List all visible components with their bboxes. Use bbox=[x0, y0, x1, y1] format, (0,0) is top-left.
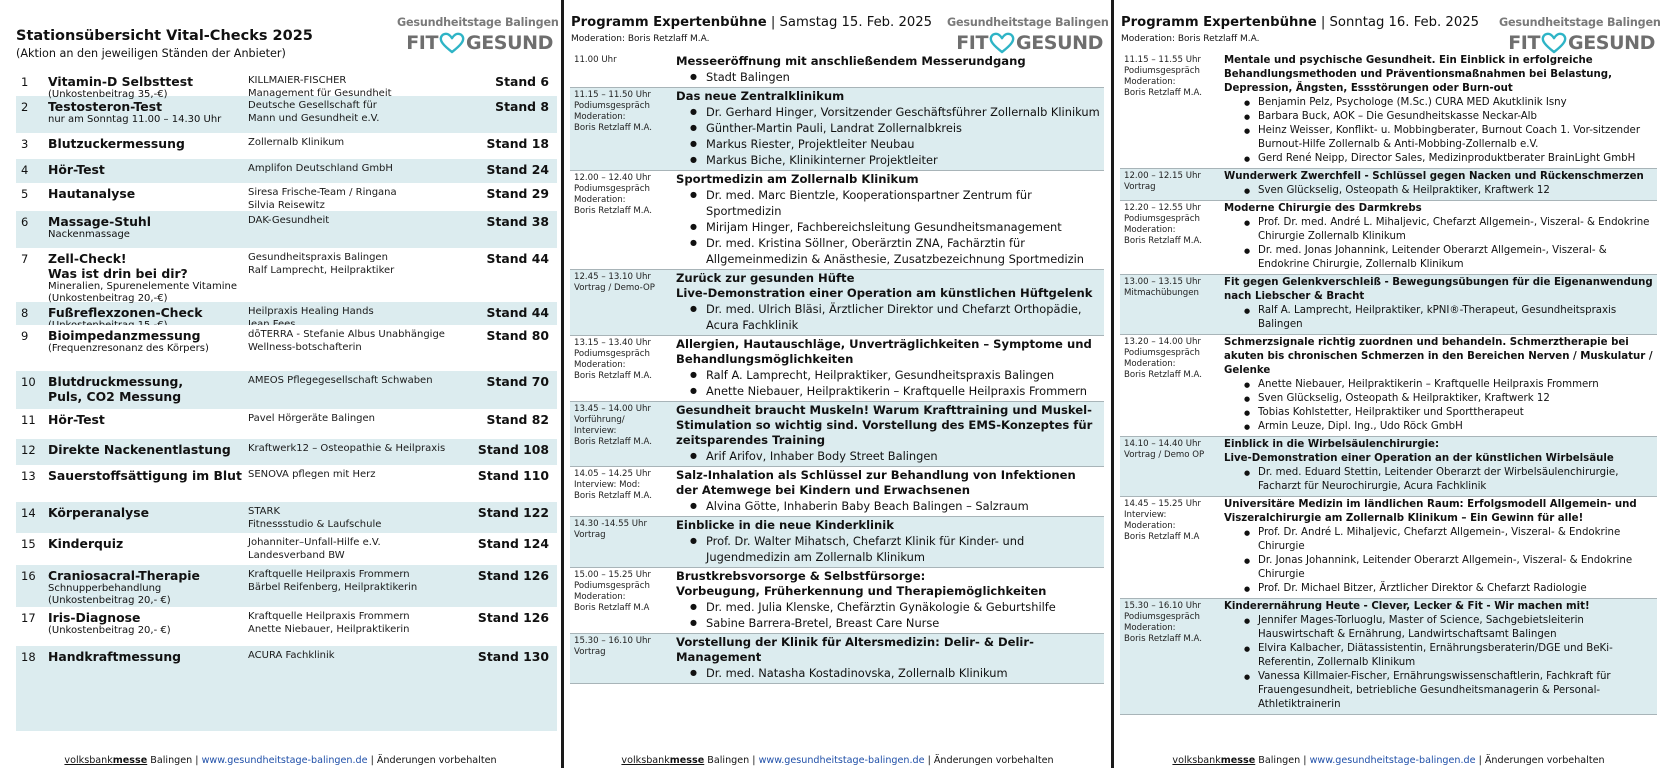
station-check-name: Blutzuckermessung bbox=[48, 136, 185, 151]
station-note: Nackenmassage bbox=[48, 229, 130, 240]
speaker-item: ● Dr. Jonas Johannink, Leitender Oberarzt Allgemein-, Viszeral- & Endokrine Chirurgie bbox=[1258, 554, 1653, 582]
program-row bbox=[570, 88, 1104, 171]
station-check-name: Vitamin-D Selbsttest bbox=[48, 74, 193, 89]
speaker-item: ● Mirijam Hinger, Fachbereichsleitung Gesundheitsmanagement bbox=[706, 219, 1100, 235]
session-title: Schmerzsignale richtig zuordnen und behandeln. Schmerztherapie bei akuten bis chronischen Schmerzen in den Bereichen Nerven / Muskulatur / Gelenke bbox=[1224, 337, 1653, 376]
logo-word-gesund: GESUND bbox=[1016, 32, 1103, 54]
station-stand: Stand 29 bbox=[486, 186, 549, 201]
station-number: 14 bbox=[21, 506, 36, 520]
station-check-name: Bioimpedanzmessung bbox=[48, 328, 201, 343]
page-title: Stationsübersicht Vital-Checks 2025 bbox=[16, 28, 313, 44]
session-title: Moderne Chirurgie des Darmkrebs bbox=[1224, 203, 1422, 214]
program-row bbox=[570, 336, 1104, 402]
speaker-list bbox=[676, 301, 1100, 333]
station-number: 15 bbox=[21, 537, 36, 551]
session-title: Wunderwerk Zwerchfell - Schlüssel gegen Nacken und Rückenschmerzen bbox=[1224, 171, 1644, 182]
station-check-name: Körperanalyse bbox=[48, 505, 150, 520]
station-stand: Stand 122 bbox=[477, 505, 549, 520]
session-title: Salz-Inhalation als Schlüssel zur Behandlung von Infektionen der Atemwege bei Kindern und Erwachsenen bbox=[676, 468, 1076, 497]
station-row bbox=[16, 211, 557, 248]
program-row bbox=[570, 402, 1104, 467]
program-row bbox=[1120, 53, 1657, 169]
logo-word-gesund: GESUND bbox=[466, 32, 553, 54]
station-row bbox=[16, 607, 557, 646]
speaker-list bbox=[676, 498, 1100, 514]
station-number: 11 bbox=[21, 413, 36, 427]
program-row bbox=[1120, 169, 1657, 201]
station-number: 12 bbox=[21, 443, 36, 457]
station-check-name: Craniosacral-Therapie bbox=[48, 568, 200, 583]
station-provider: Heilpraxis Healing Hands bbox=[248, 306, 374, 317]
session-time: 13.00 – 13.15 Uhr Mitmachübungen bbox=[1124, 277, 1201, 298]
session-time: 11.15 – 11.50 Uhr Podiumsgespräch Moderation: Boris Retzlaff M.A. bbox=[574, 90, 652, 133]
station-provider: SENOVA pflegen mit Herz bbox=[248, 469, 376, 480]
speaker-item: ● Sven Glückselig, Osteopath & Heilpraktiker, Kraftwerk 12 bbox=[1258, 184, 1653, 198]
program-row bbox=[1120, 599, 1657, 715]
logo-word-fit: FIT bbox=[406, 32, 439, 54]
speaker-item: ● Gerd René Neipp, Director Sales, Medizinproduktberater BrainLight GmbH bbox=[1258, 152, 1653, 166]
station-number: 13 bbox=[21, 469, 36, 483]
speaker-list bbox=[676, 533, 1100, 565]
speaker-item: ● Ralf A. Lamprecht, Heilpraktiker, Gesundheitspraxis Balingen bbox=[706, 367, 1100, 383]
station-provider: Kraftwerk12 – Osteopathie & Heilpraxis bbox=[248, 443, 446, 454]
station-row bbox=[16, 183, 557, 211]
station-row bbox=[16, 502, 557, 533]
station-row bbox=[16, 409, 557, 439]
station-number: 4 bbox=[21, 163, 29, 177]
station-check-name: Iris-Diagnose bbox=[48, 610, 141, 625]
station-provider: KILLMAIER-FISCHER Management für Gesundheit bbox=[248, 75, 392, 99]
station-row bbox=[16, 133, 557, 159]
heart-icon bbox=[989, 32, 1015, 54]
moderation-line: Moderation: Boris Retzlaff M.A. bbox=[1121, 34, 1260, 44]
station-provider: ACURA Fachklinik bbox=[248, 650, 335, 661]
session-time: 14.10 – 14.40 Uhr Vortrag / Demo OP bbox=[1124, 439, 1205, 460]
station-number: 18 bbox=[21, 650, 36, 664]
station-stand: Stand 44 bbox=[486, 305, 549, 320]
station-check-name: Sauerstoffsättigung im Blut bbox=[48, 468, 242, 483]
session-title: Einblicke in die neue Kinderklinik bbox=[676, 518, 894, 532]
speaker-list bbox=[676, 599, 1100, 631]
station-provider: Kraftquelle Heilpraxis Frommern Anette Niebauer, Heilpraktikerin bbox=[248, 611, 410, 635]
session-time: 13.45 – 14.00 Uhr Vorführung/ Interview: Boris Retzlaff M.A. bbox=[574, 404, 652, 447]
station-provider: Deutsche Gesellschaft für Mann und Gesundheit e.V. bbox=[248, 100, 380, 124]
session-time: 14.30 -14.55 Uhr Vortrag bbox=[574, 519, 648, 540]
station-provider: Amplifon Deutschland GmbH bbox=[248, 163, 393, 174]
station-number: 7 bbox=[21, 252, 29, 266]
station-row bbox=[16, 71, 557, 100]
speaker-item: ● Heinz Weisser, Konflikt- u. Mobbingberater, Burnout Coach 1. Vor-sitzender Burnout-Hilfe Zollernalb & Anti-Mobbing-Zollernalb e.V. bbox=[1258, 124, 1653, 152]
session-title: Fit gegen Gelenkverschleiß - Bewegungsübungen für die Eigenanwendung nach Liebscher & Bracht bbox=[1224, 277, 1653, 302]
program-row bbox=[1120, 497, 1657, 599]
page-subtitle: (Aktion an den jeweiligen Ständen der Anbieter) bbox=[16, 47, 286, 60]
footer-brand: volksbankmesse bbox=[1172, 755, 1256, 766]
speaker-list bbox=[1224, 216, 1653, 272]
station-check-name: Hör-Test bbox=[48, 162, 105, 177]
station-check-name: Hautanalyse bbox=[48, 186, 136, 201]
speaker-item: ● Günther-Martin Pauli, Landrat Zollernalbkreis bbox=[706, 120, 1100, 136]
speaker-item: ● Prof. Dr. Michael Bitzer, Ärztlicher Direktor & Chefarzt Radiologie bbox=[1258, 582, 1653, 596]
station-row bbox=[16, 96, 557, 133]
station-provider: Siresa Frische-Team / Ringana Silvia Reisewitz bbox=[248, 187, 397, 211]
speaker-item: ● Dr. med. Kristina Söllner, Oberärztin ZNA, Fachärztin für Allgemeinmedizin & Anästhesie, Zusatzbezeichnung Sportmedizin bbox=[706, 235, 1100, 267]
logo-word-fit: FIT bbox=[1508, 32, 1541, 54]
program-row bbox=[570, 171, 1104, 270]
station-number: 17 bbox=[21, 611, 36, 625]
speaker-item: ● Markus Riester, Projektleiter Neubau bbox=[706, 136, 1100, 152]
speaker-item: ● Ralf A. Lamprecht, Heilpraktiker, kPNI®-Therapeut, Gesundheitspraxis Balingen bbox=[1258, 304, 1653, 332]
footer-note: | Änderungen vorbehalten bbox=[1475, 755, 1605, 766]
station-note: (Unkostenbeitrag 20,- €) bbox=[48, 625, 171, 636]
station-check-name: Testosteron-Test bbox=[48, 99, 162, 114]
station-number: 10 bbox=[21, 375, 36, 389]
station-provider: dōTERRA - Stefanie Albus Unabhängige Wellness-botschafterin bbox=[248, 329, 445, 353]
program-row bbox=[1120, 437, 1657, 497]
station-note: (Unkostenbeitrag 35,-€) bbox=[48, 89, 168, 100]
session-title: Universitäre Medizin im ländlichen Raum: Erfolgsmodell Allgemein- und Viszeralchirurgie am Zollernalb Klinikum – Ein Gewinn für alle! bbox=[1224, 499, 1637, 524]
speaker-list bbox=[1224, 184, 1653, 198]
speaker-list bbox=[1224, 614, 1653, 712]
program-row bbox=[570, 53, 1104, 88]
program-row bbox=[1120, 335, 1657, 437]
station-row bbox=[16, 159, 557, 183]
station-stand: Stand 6 bbox=[495, 74, 549, 89]
station-row bbox=[16, 439, 557, 465]
sunday-program-panel bbox=[1114, 0, 1663, 768]
program-row bbox=[570, 568, 1104, 634]
program-title: Programm Expertenbühne | Sonntag 16. Feb. 2025 bbox=[1121, 15, 1479, 30]
station-stand: Stand 130 bbox=[477, 649, 549, 664]
session-title: Sportmedizin am Zollernalb Klinikum bbox=[676, 172, 919, 186]
speaker-item: ● Alvina Götte, Inhaberin Baby Beach Balingen – Salzraum bbox=[706, 498, 1100, 514]
speaker-item: ● Dr. med. Marc Bientzle, Kooperationspartner Zentrum für Sportmedizin bbox=[706, 187, 1100, 219]
speaker-item: ● Dr. med. Ulrich Bläsi, Ärztlicher Direktor und Chefarzt Orthopädie, Acura Fachklinik bbox=[706, 301, 1100, 333]
saturday-program-panel bbox=[564, 0, 1111, 768]
session-time: 15.30 – 16.10 Uhr Vortrag bbox=[574, 636, 651, 657]
station-number: 1 bbox=[21, 75, 29, 89]
speaker-item: ● Dr. med. Jonas Johannink, Leitender Oberarzt Allgemein-, Viszeral- & Endokrine Chirurgie, Zollernalb Klinikum bbox=[1258, 244, 1653, 272]
station-stand: Stand 38 bbox=[486, 214, 549, 229]
footer bbox=[564, 755, 1111, 766]
footer-place: Balingen | bbox=[704, 755, 759, 766]
fit-gesund-logo bbox=[397, 16, 559, 55]
speaker-list bbox=[1224, 304, 1653, 332]
station-provider: Zollernalb Klinikum bbox=[248, 137, 345, 148]
session-time: 11.15 – 11.55 Uhr Podiumsgespräch Moderation: Boris Retzlaff M.A. bbox=[1124, 55, 1202, 98]
speaker-item: ● Prof. Dr. André L. Mihaljevic, Chefarzt Allgemein-, Viszeral- & Endokrine Chirurgie bbox=[1258, 526, 1653, 554]
station-provider: AMEOS Pflegegesellschaft Schwaben bbox=[248, 375, 433, 386]
session-title: Kinderernährung Heute - Clever, Lecker & Fit - Wir machen mit! bbox=[1224, 601, 1590, 612]
station-stand: Stand 80 bbox=[486, 328, 549, 343]
speaker-item: ● Sven Glückselig, Osteopath & Heilpraktiker, Kraftwerk 12 bbox=[1258, 392, 1653, 406]
footer bbox=[1114, 755, 1663, 766]
fit-gesund-logo bbox=[1499, 16, 1661, 55]
speaker-item: ● Dr. med. Julia Klenske, Chefärztin Gynäkologie & Geburtshilfe bbox=[706, 599, 1100, 615]
session-title: Einblick in die Wirbelsäulenchirurgie: Live-Demonstration einer Operation an der künstlichen Wirbelsäule bbox=[1224, 439, 1614, 464]
speaker-item: ● Dr. med. Eduard Stettin, Leitender Oberarzt der Wirbelsäulenchirurgie, Facharzt für Neurochirurgie, Acura Fachklinik bbox=[1258, 466, 1653, 494]
station-provider: DAK-Gesundheit bbox=[248, 215, 330, 226]
speaker-list bbox=[1224, 96, 1653, 166]
station-number: 5 bbox=[21, 187, 29, 201]
speaker-list bbox=[676, 367, 1100, 399]
speaker-item: ● Anette Niebauer, Heilpraktikerin – Kraftquelle Heilpraxis Frommern bbox=[1258, 378, 1653, 392]
speaker-item: ● Arif Arifov, Inhaber Body Street Balingen bbox=[706, 448, 1100, 464]
speaker-list bbox=[1224, 526, 1653, 596]
speaker-item: ● Benjamin Pelz, Psychologe (M.Sc.) CURA MED Akutklinik Isny bbox=[1258, 96, 1653, 110]
speaker-list bbox=[676, 187, 1100, 267]
station-check-name: Fußreflexzonen-Check bbox=[48, 305, 203, 320]
session-time: 12.45 – 13.10 Uhr Vortrag / Demo-OP bbox=[574, 272, 655, 293]
logo-word-fit: FIT bbox=[956, 32, 989, 54]
station-provider: Kraftquelle Heilpraxis Frommern Bärbel Reifenberg, Heilpraktikerin bbox=[248, 569, 418, 593]
program-row bbox=[1120, 201, 1657, 275]
logo-title: Gesundheitstage Balingen bbox=[947, 16, 1109, 29]
speaker-list bbox=[676, 104, 1100, 168]
station-stand: Stand 126 bbox=[477, 568, 549, 583]
speaker-item: ● Armin Leuze, Dipl. Ing., Udo Röck GmbH bbox=[1258, 420, 1653, 434]
session-title: Mentale und psychische Gesundheit. Ein Einblick in erfolgreiche Behandlungsmethoden und Präventionsmaßnahmen bei Belastung, Depression, Ängsten, Essstörungen oder Burn-out bbox=[1224, 55, 1612, 94]
program-row bbox=[570, 517, 1104, 568]
station-stand: Stand 70 bbox=[486, 374, 549, 389]
footer-note: | Änderungen vorbehalten bbox=[924, 755, 1054, 766]
logo-title: Gesundheitstage Balingen bbox=[397, 16, 559, 29]
station-note: Mineralien, Spurenelemente Vitamine (Unkostenbeitrag 20,-€) bbox=[48, 281, 237, 304]
session-time: 11.00 Uhr bbox=[574, 55, 617, 65]
speaker-item: ● Dr. Gerhard Hinger, Vorsitzender Geschäftsführer Zollernalb Klinikum bbox=[706, 104, 1100, 120]
station-row bbox=[16, 248, 557, 302]
session-title: Zurück zur gesunden Hüfte Live-Demonstration einer Operation am künstlichen Hüftgelenk bbox=[676, 271, 1093, 300]
fit-gesund-logo bbox=[947, 16, 1109, 55]
station-number: 6 bbox=[21, 215, 29, 229]
station-row bbox=[16, 371, 557, 409]
station-row bbox=[16, 302, 557, 325]
speaker-item: ● Stadt Balingen bbox=[706, 69, 1100, 85]
station-check-name: Hör-Test bbox=[48, 412, 105, 427]
station-note: Schnupperbehandlung (Unkostenbeitrag 20,- €) bbox=[48, 583, 171, 606]
program-row bbox=[570, 634, 1104, 684]
footer bbox=[0, 755, 561, 766]
speaker-item: ● Sabine Barrera-Bretel, Breast Care Nurse bbox=[706, 615, 1100, 631]
speaker-item: ● Vanessa Killmaier-Fischer, Ernährungswissenschaftlerin, Fachkraft für Frauengesundheit, betriebliche Gesundheitsmanagerin & Personal-Athletiktrainerin bbox=[1258, 670, 1653, 712]
station-provider: Pavel Hörgeräte Balingen bbox=[248, 413, 376, 424]
session-title: Gesundheit braucht Muskeln! Warum Krafttraining und Muskel-Stimulation so wichtig sind. Vorstellung des EMS-Konzeptes für zeitsparendes Training bbox=[676, 403, 1093, 447]
speaker-list bbox=[676, 69, 1100, 85]
session-title: Das neue Zentralklinikum bbox=[676, 89, 845, 103]
moderation-line: Moderation: Boris Retzlaff M.A. bbox=[571, 34, 710, 44]
station-row bbox=[16, 646, 557, 676]
program-row bbox=[570, 467, 1104, 517]
speaker-item: ● Elvira Kalbacher, Diätassistentin, Ernährungsberaterin/DGE und BeKi-Referentin, Zollernalb Klinikum bbox=[1258, 642, 1653, 670]
station-check-name: Direkte Nackenentlastung bbox=[48, 442, 231, 457]
heart-icon bbox=[439, 32, 465, 54]
station-check-name: Kinderquiz bbox=[48, 536, 124, 551]
footer-place: Balingen | bbox=[147, 755, 202, 766]
session-time: 13.15 – 13.40 Uhr Podiumsgespräch Moderation: Boris Retzlaff M.A. bbox=[574, 338, 652, 381]
station-stand: Stand 108 bbox=[477, 442, 549, 457]
speaker-item: ● Prof. Dr. Walter Mihatsch, Chefarzt Klinik für Kinder- und Jugendmedizin am Zollernalb Klinikum bbox=[706, 533, 1100, 565]
program-row bbox=[570, 270, 1104, 336]
program-table bbox=[570, 53, 1104, 684]
station-stand: Stand 124 bbox=[477, 536, 549, 551]
session-title: Vorstellung der Klinik für Altersmedizin: Delir- & Delir-Management bbox=[676, 635, 1034, 664]
station-overview-panel bbox=[0, 0, 561, 768]
station-number: 2 bbox=[21, 100, 29, 114]
session-time: 12.20 – 12.55 Uhr Podiumsgespräch Moderation: Boris Retzlaff M.A. bbox=[1124, 203, 1202, 246]
speaker-item: ● Markus Biche, Klinikinterner Projektleiter bbox=[706, 152, 1100, 168]
program-title: Programm Expertenbühne | Samstag 15. Feb. 2025 bbox=[571, 15, 933, 30]
session-time: 15.30 – 16.10 Uhr Podiumsgespräch Moderation: Boris Retzlaff M.A. bbox=[1124, 601, 1202, 644]
footer-link[interactable]: www.gesundheitstage-balingen.de bbox=[1309, 755, 1476, 766]
station-number: 9 bbox=[21, 329, 29, 343]
logo-title: Gesundheitstage Balingen bbox=[1499, 16, 1661, 29]
station-row bbox=[16, 565, 557, 607]
speaker-item: ● Barbara Buck, AOK – Die Gesundheitskasse Neckar-Alb bbox=[1258, 110, 1653, 124]
station-row bbox=[16, 325, 557, 371]
speaker-list bbox=[676, 448, 1100, 464]
footer-link[interactable]: www.gesundheitstage-balingen.de bbox=[758, 755, 925, 766]
speaker-list bbox=[676, 665, 1100, 681]
station-table bbox=[16, 71, 557, 731]
speaker-list bbox=[1224, 378, 1653, 434]
program-table bbox=[1120, 53, 1657, 715]
station-stand: Stand 24 bbox=[486, 162, 549, 177]
station-number: 16 bbox=[21, 569, 36, 583]
session-title: Brustkrebsvorsorge & Selbstfürsorge: Vorbeugung, Früherkennung und Therapiemöglichkeiten bbox=[676, 569, 1047, 598]
session-time: 14.05 – 14.25 Uhr Interview: Mod: Boris Retzlaff M.A. bbox=[574, 469, 652, 501]
session-title: Allergien, Hautauschläge, Unverträglichkeiten – Symptome und Behandlungsmöglichkeiten bbox=[676, 337, 1092, 366]
station-check-name: Handkraftmessung bbox=[48, 649, 182, 664]
logo-word-gesund: GESUND bbox=[1568, 32, 1655, 54]
station-row bbox=[16, 533, 557, 565]
station-note: nur am Sonntag 11.00 – 14.30 Uhr bbox=[48, 114, 222, 125]
station-row bbox=[16, 465, 557, 502]
station-check-name: Massage-Stuhl bbox=[48, 214, 151, 229]
speaker-item: ● Tobias Kohlstetter, Heilpraktiker und Sporttherapeut bbox=[1258, 406, 1653, 420]
station-provider: STARK Fitnessstudio & Laufschule bbox=[248, 506, 382, 530]
station-stand: Stand 126 bbox=[477, 610, 549, 625]
station-note: (Frequenzresonanz des Körpers) bbox=[48, 343, 209, 354]
session-time: 15.00 – 15.25 Uhr Podiumsgespräch Moderation: Boris Retzlaff M.A bbox=[574, 570, 651, 613]
session-time: 13.20 – 14.00 Uhr Podiumsgespräch Moderation: Boris Retzlaff M.A. bbox=[1124, 337, 1202, 380]
station-stand: Stand 18 bbox=[486, 136, 549, 151]
session-time: 12.00 – 12.40 Uhr Podiumsgespräch Moderation: Boris Retzlaff M.A. bbox=[574, 173, 652, 216]
session-time: 14.45 – 15.25 Uhr Interview: Moderation: Boris Retzlaff M.A bbox=[1124, 499, 1201, 542]
station-stand: Stand 44 bbox=[486, 251, 549, 266]
station-provider: Gesundheitspraxis Balingen Ralf Lamprecht, Heilpraktiker bbox=[248, 252, 395, 276]
program-row bbox=[1120, 275, 1657, 335]
speaker-item: ● Anette Niebauer, Heilpraktikerin – Kraftquelle Heilpraxis Frommern bbox=[706, 383, 1100, 399]
footer-brand: volksbankmesse bbox=[64, 755, 148, 766]
speaker-list bbox=[1224, 466, 1653, 494]
station-number: 3 bbox=[21, 137, 29, 151]
station-stand: Stand 110 bbox=[477, 468, 549, 483]
station-stand: Stand 8 bbox=[495, 99, 549, 114]
station-provider: Johanniter–Unfall-Hilfe e.V. Landesverband BW bbox=[248, 537, 381, 561]
session-time: 12.00 – 12.15 Uhr Vortrag bbox=[1124, 171, 1201, 192]
station-stand: Stand 82 bbox=[486, 412, 549, 427]
footer-place: Balingen | bbox=[1255, 755, 1310, 766]
footer-brand: volksbankmesse bbox=[621, 755, 705, 766]
heart-icon bbox=[1541, 32, 1567, 54]
footer-note: | Änderungen vorbehalten bbox=[367, 755, 497, 766]
station-check-name: Blutdruckmessung, Puls, CO2 Messung bbox=[48, 374, 184, 404]
speaker-item: ● Dr. med. Natasha Kostadinovska, Zollernalb Klinikum bbox=[706, 665, 1100, 681]
session-title: Messeeröffnung mit anschließendem Messerundgang bbox=[676, 54, 1026, 68]
station-check-name: Zell-Check! Was ist drin bei dir? bbox=[48, 251, 188, 281]
station-number: 8 bbox=[21, 306, 29, 320]
speaker-item: ● Prof. Dr. med. André L. Mihaljevic, Chefarzt Allgemein-, Viszeral- & Endokrine Chirurgie Zollernalb Klinikum bbox=[1258, 216, 1653, 244]
footer-link[interactable]: www.gesundheitstage-balingen.de bbox=[201, 755, 368, 766]
speaker-item: ● Jennifer Mages-Torluoglu, Master of Science, Sachgebietsleiterin Hauswirtschaft & Ernährung, Landwirtschaftsamt Balingen bbox=[1258, 614, 1653, 642]
